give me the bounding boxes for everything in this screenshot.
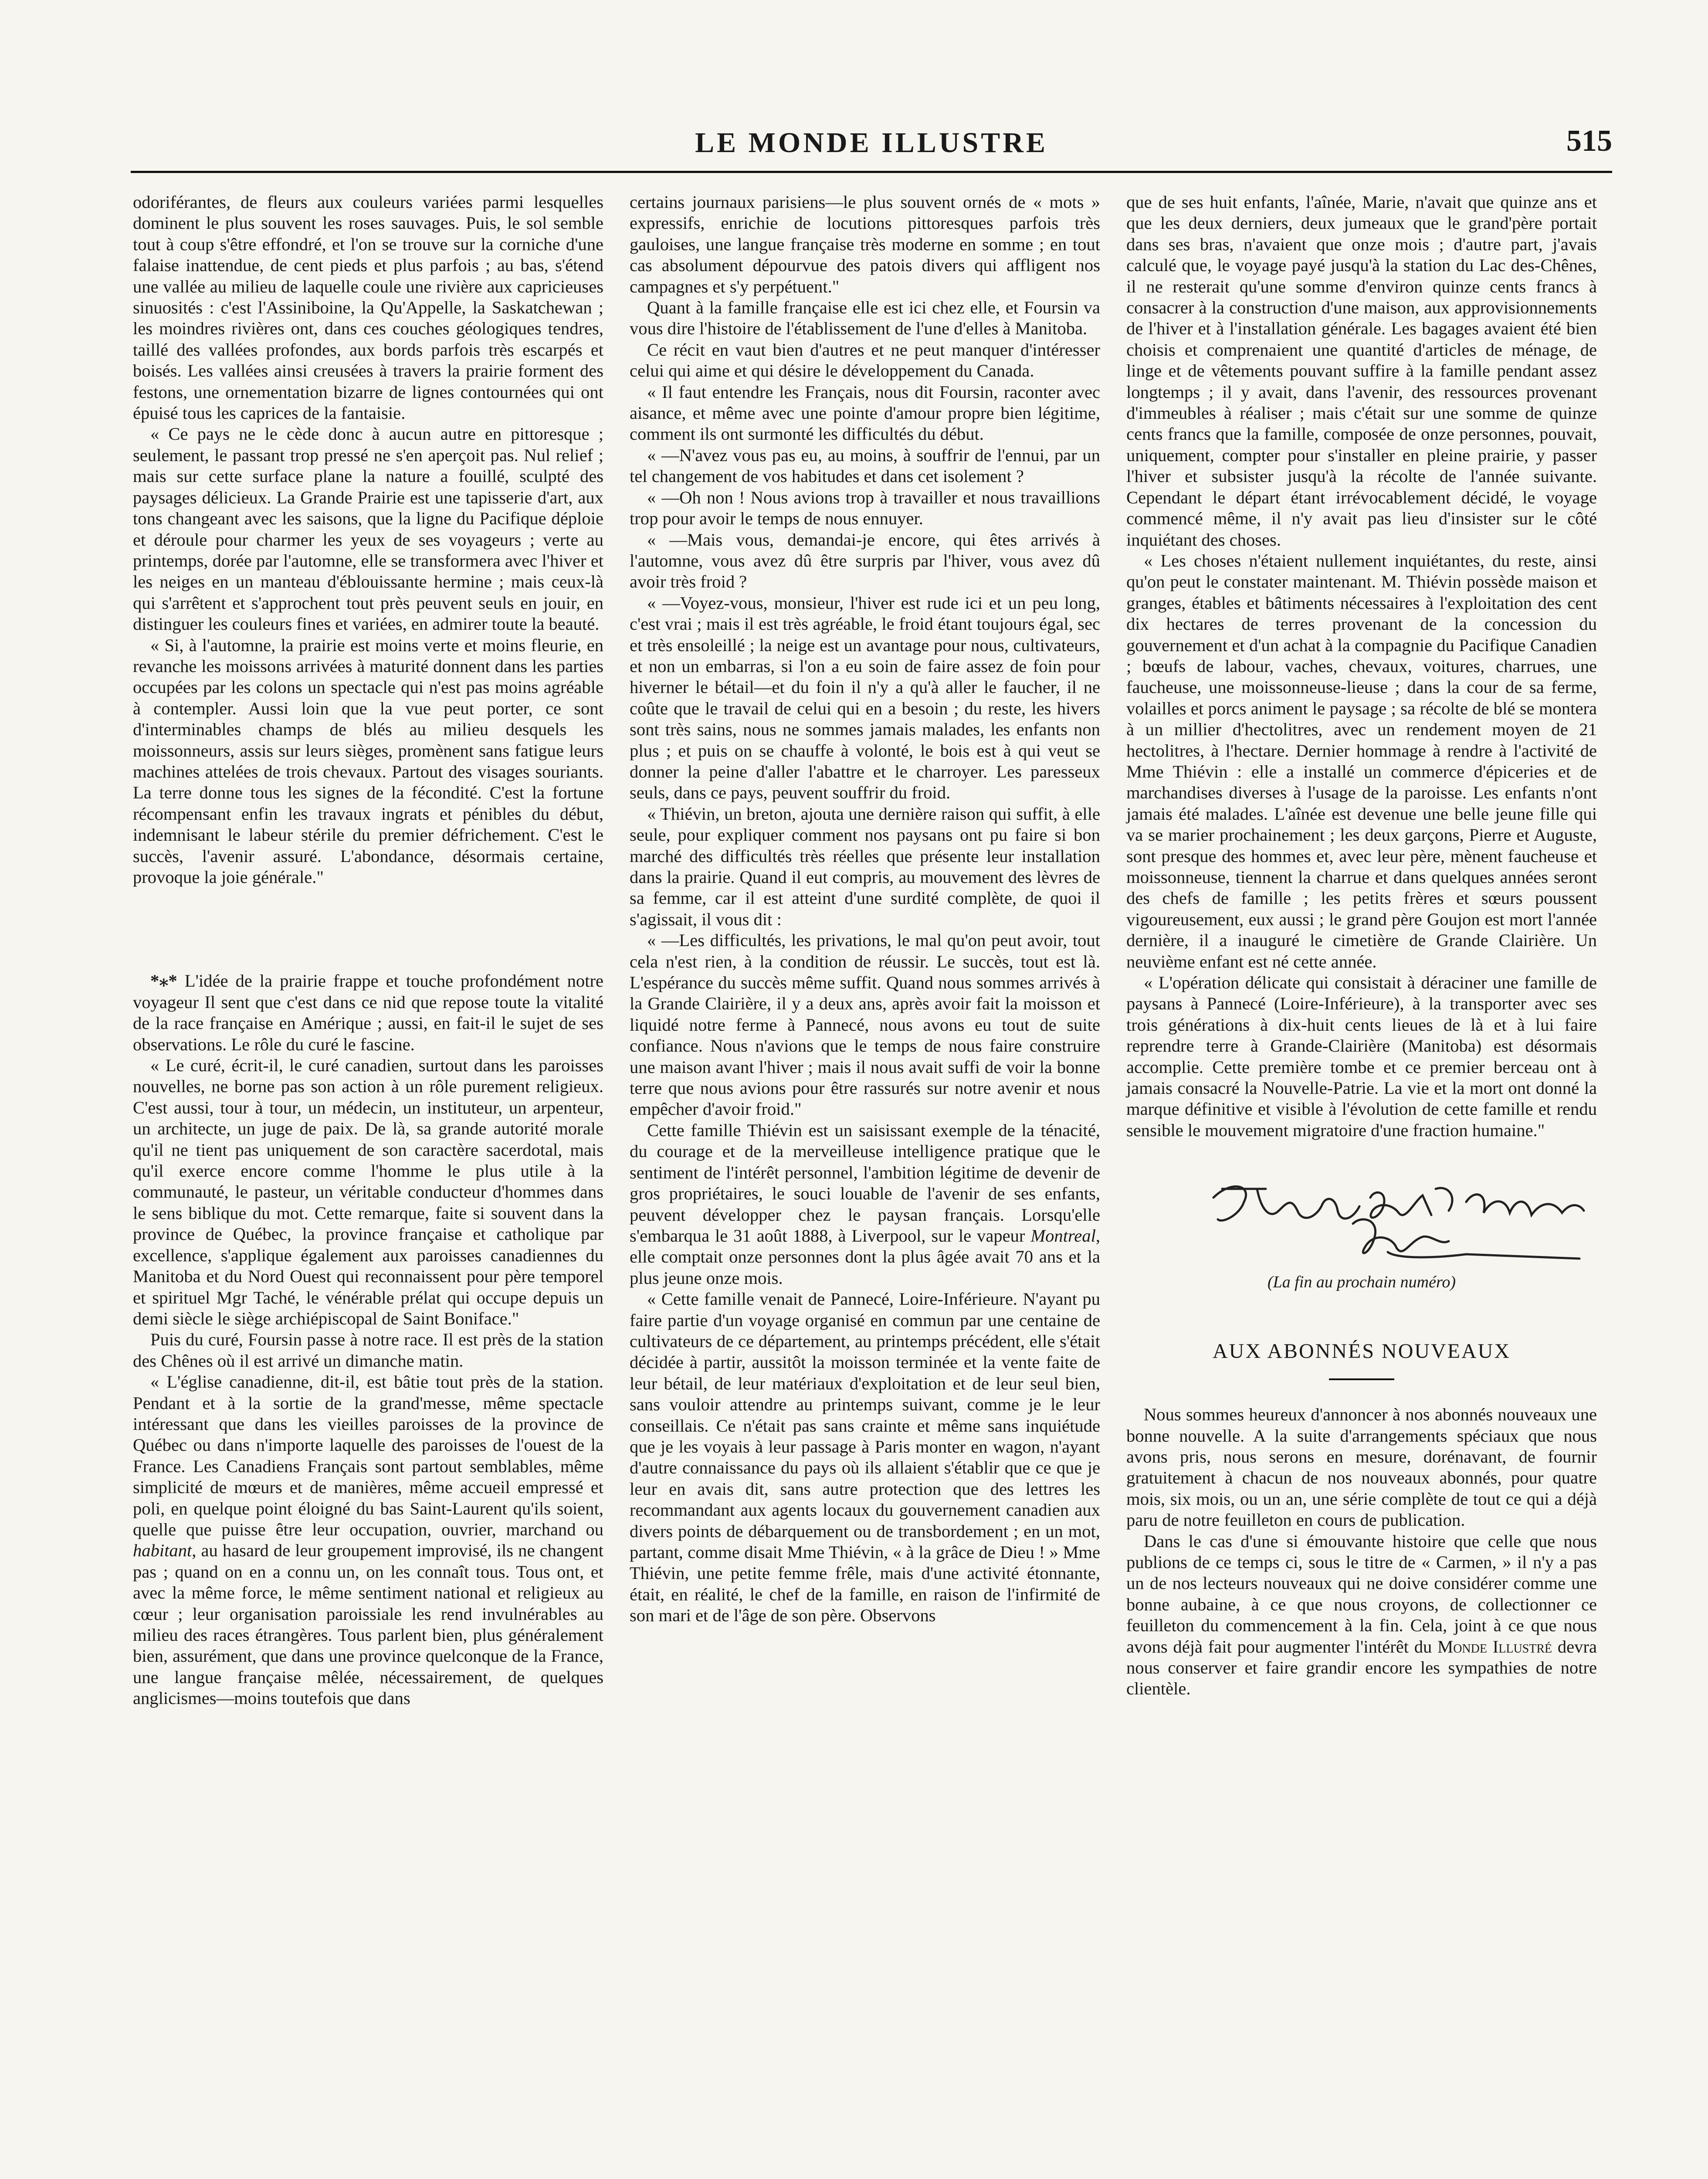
paragraph-text: « L'église canadienne, dit-il, est bâtie tout près de la station. Pendant et à la sortie de la grand'messe, même spectacle intéressant que dans les vieilles paroisses de la province de Québec ou dans n'importe laquelle des paroisses de l'ouest de la France. Les Canadiens Français sont partout semblables, même simplicité de mœurs et de manières, même accueil empressé et poli, en quelque point éloigné du bas Saint-Laurent qu'ils soient, quelle que puisse être leur occupation, ouvrier, marchand ou xyxy=(133,1372,603,1539)
paragraph: Puis du curé, Foursin passe à notre race. Il est près de la station des Chênes où il est arrivé un dimanche matin. xyxy=(133,1330,603,1371)
paragraph: « L'opération délicate qui consistait à déraciner une famille de paysans à Pannecé (Loire-Inférieure), à la transporter avec ses trois générations à dix-huit cents lieues de là et à lui faire reprendre terre à Grande-Clairière (Manitoba) est désormais accomplie. Cette première tombe et ce premier berceau ont à jamais consacré la Nouvelle-Patrie. La vie et la mort ont donné la marque définitive et visible à l'évolution de cette famille et rendu sensible le mouvement migratoire d'une fraction humaine." xyxy=(1126,973,1597,1140)
paragraph: « Il faut entendre les Français, nous dit Foursin, raconter avec aisance, et même avec une pointe d'amour propre bien légitime, comment ils ont surmonté les difficultés du début. xyxy=(630,382,1100,444)
paragraph: « —Mais vous, demandai-je encore, qui êtes arrivés à l'automne, vous avez dû être surpris par l'hiver, vous avez dû avoir très froid ? xyxy=(630,529,1100,592)
signature-image xyxy=(1205,1171,1597,1267)
paragraph: « Cette famille venait de Pannecé, Loire-Inférieure. N'ayant pu faire partie d'un voyage organisé en commun par une centaine de cultivateurs de ce département, au printemps précédent, elle s'était décidée à partir, aussitôt la moisson terminée et la vente faite de leur bétail, de leur matériaux d'exploitation et de leur seul bien, sans vouloir attendre au printemps suivant, comme je le leur conseillais. Ce n'était pas sans crainte et même sans inquiétude que je les voyais à leur passage à Paris monter en wagon, n'ayant d'autre connaissance du pays où ils allaient s'établir que ce que je leur en avais dit, sans autre protection que des lettres les recommandant aux agents locaux du gouvernement canadien aux divers points de débarquement ou de transbordement ; en un mot, partant, comme disait Mme Thiévin, « à la grâce de Dieu ! » Mme Thiévin, une petite femme frêle, mais d'une activité étonnante, était, en réalité, le chef de la famille, en raison de l'infirmité de son mari et de l'âge de son père. Observons xyxy=(630,1289,1100,1626)
column-1 xyxy=(133,192,603,1709)
paragraph-text: Cette famille Thiévin est un saisissant exemple de la ténacité, du courage et de la merveilleuse intelligence pratique que le sentiment de l'intérêt personnel, l'ambition légitime de devenir de gros propriétaires, le souci louable de l'avenir de ses enfants, peuvent développer chez le paysan français. Lorsqu'elle s'embarqua le 31 août 1888, à Liverpool, sur le vapeur xyxy=(630,1120,1100,1246)
column-3 xyxy=(1126,192,1597,1700)
section-rule xyxy=(1329,1378,1394,1380)
author-signature xyxy=(1126,1171,1597,1267)
paragraph-text: devra nous conserver et faire grandir encore les sympathies de notre clientèle. xyxy=(1126,1636,1597,1699)
italic-word: habitant xyxy=(133,1541,192,1561)
page-header xyxy=(131,122,1612,161)
paragraph: « Ce pays ne le cède donc à aucun autre en pittoresque ; seulement, le passant trop pressé ne s'en aperçoit pas. Nul relief ; mais sur cette surface plane la nature a fouillé, sculpté des paysages délicieux. La Grande Prairie est une tapisserie d'art, aux tons changeant avec les saisons, que la ligne du Pacifique déploie et déroule pour charmer les yeux de ses voyageurs ; verte au printemps, dorée par l'automne, elle se transformera avec l'hiver et les neiges en un manteau d'éblouissante hermine ; mais ceux-là qui s'arrêtent et s'approchent tout près peuvent seuls en jouir, en distinguer les couleurs fines et variées, en admirer toute la beauté. xyxy=(133,424,603,634)
continuation-note: (La fin au prochain numéro) xyxy=(1267,1273,1456,1292)
paragraph: certains journaux parisiens—le plus souvent ornés de « mots » expressifs, enrichie de locutions pittoresques parfois très gauloises, une langue française très moderne en somme ; en tout cas absolument dépourvue des patois divers qui affligent nos campagnes et s'y perpétuent." xyxy=(630,192,1100,296)
section-gap xyxy=(133,888,603,971)
page-number: 515 xyxy=(1566,124,1612,158)
paragraph-text: , au hasard de leur groupement improvisé, ils ne changent pas ; quand on en a connu un, on les connaît tous. Tous ont, et avec la même force, le même sentiment national et religieux au cœur ; leur organisation paroissiale les rend invulnérables au milieu des races étrangères. Tous parlent bien, plus généralement bien, assurément, que dans une province quelconque de la France, une langue française mêlée, nécessairement, de quelques anglicismes—moins toutefois que dans xyxy=(133,1541,603,1708)
column-2 xyxy=(630,192,1100,1626)
header-rule xyxy=(131,171,1612,173)
paragraph: « Thiévin, un breton, ajouta une dernière raison qui suffit, à elle seule, pour expliquer comment nos paysans ont pu faire si bon marché des difficultés très réelles que présente leur installation dans la prairie. Quand il eut compris, au mouvement des lèvres de sa femme, car il est atteint d'une surdité complète, de quoi il s'agissait, il vous dit : xyxy=(630,804,1100,929)
paragraph: « —N'avez vous pas eu, au moins, à souffrir de l'ennui, par un tel changement de vos habitudes et dans cet isolement ? xyxy=(630,445,1100,486)
paragraph: Quant à la famille française elle est ici chez elle, et Foursin va vous dire l'histoire de l'établissement de l'une d'elles à Manitoba. xyxy=(630,298,1100,339)
paragraph: « —Oh non ! Nous avions trop à travailler et nous travaillions trop pour avoir le temps de nous ennuyer. xyxy=(630,487,1100,529)
paragraph xyxy=(630,1120,1100,1289)
paragraph-text: Dans le cas d'une si émouvante histoire que celle que nous publions de ce temps ci, sous le titre de « Carmen, » il n'y a pas un de nos lecteurs nouveaux qui ne doive considérer comme une bonne aubaine, à ce que nous croyons, de collectionner ce feuilleton du commencement à la fin. Cela, joint à ce que nous avons déjà fait pour augmenter l'intérêt du xyxy=(1126,1531,1597,1656)
paragraph: « Si, à l'automne, la prairie est moins verte et moins fleurie, en revanche les moissons arrivées à maturité donnent dans les parties occupées par les colons un spectacle qui n'est pas moins agréable à contempler. Aussi loin que la vue peut porter, ce sont d'interminables champs de blés au milieu desquels les moissonneurs, assis sur leurs sièges, promènent sans fatigue leurs machines attelées de trois chevaux. Partout des visages souriants. La terre donne tous les signes de la fécondité. C'est la fortune récompensant enfin les travaux ingrats et pénibles du début, indemnisant le labeur stérile du premier défrichement. C'est le succès, l'avenir assuré. L'abondance, désormais certaine, provoque la joie générale." xyxy=(133,635,603,887)
masthead-title: LE MONDE ILLUSTRE xyxy=(695,127,1048,159)
paragraph: « —Les difficultés, les privations, le mal qu'on peut avoir, tout cela n'est rien, à la condition de réussir. Le succès, tout est là. L'espérance du succès même suffit. Quand nous sommes arrivés à la Grande Clairière, il y a deux ans, après avoir fait la moisson et liquidé notre ferme à Pannecé, nous avons eu tout de suite confiance. Nous n'avions que le temps de nous faire construire une maison avant l'hiver ; mais il nous avait suffi de voir la bonne terre que nous avions pour être rassurés sur notre avenir et nous empêcher d'avoir froid." xyxy=(630,930,1100,1119)
paragraph: « Le curé, écrit-il, le curé canadien, surtout dans les paroisses nouvelles, ne borne pas son action à un rôle purement religieux. C'est aussi, tour à tour, un médecin, un instituteur, un arpenteur, un architecte, un juge de paix. De là, sa grande autorité morale qu'il ne tient pas uniquement de son caractère sacerdotal, mais qu'il exerce encore comme l'homme le plus utile à la communauté, le pasteur, un véritable conducteur d'hommes dans le sens biblique du mot. Cette remarque, faite si souvent dans la province de Québec, la province française et catholique par excellence, s'applique également aux paroisses canadiennes du Manitoba et du Nord Ouest qui reconnaissent pour père temporel et spirituel Mgr Taché, le vénérable prélat qui occupe depuis un demi siècle le siège archiépiscopal de Saint Boniface." xyxy=(133,1056,603,1328)
ship-name: Montreal xyxy=(1030,1225,1096,1246)
journal-name: Monde Illustré xyxy=(1437,1636,1552,1656)
paragraph xyxy=(133,971,603,1055)
paragraph: Nous sommes heureux d'annoncer à nos abonnés nouveaux une bonne nouvelle. A la suite d'arrangements spéciaux que nous avons pris, nous serons en mesure, dorénavant, de fournir gratuitement à chacun de nos nouveaux abonnés, pour quatre mois, six mois, ou un an, une série complète de tout ce qui a déjà paru de notre feuilleton en cours de publication. xyxy=(1126,1405,1597,1530)
paragraph-text: , elle comptait onze personnes dont la plus âgée avait 70 ans et la plus jeune onze mois. xyxy=(630,1225,1100,1288)
paragraph: « Les choses n'étaient nullement inquiétantes, du reste, ainsi qu'on peut le constater maintenant. M. Thiévin possède maison et granges, étables et bâtiments nécessaires à l'exploitation des cent dix hectares de terres provenant de la concession du gouvernement et d'un achat à la compagnie du Pacifique Canadien ; bœufs de labour, vaches, chevaux, voitures, charrues, une faucheuse, une moissonneuse-lieuse ; dans la cour de sa ferme, volailles et porcs animent le paysage ; sa récolte de blé se montera à un millier d'hectolitres, avec un rendement moyen de 21 hectolitres, à l'hectare. Dernier hommage à rendre à l'activité de Mme Thiévin : elle a installé un commerce d'épiceries et de marchandises diverses à l'usage de la paroisse. Les enfants n'ont jamais été malades. L'aînée est devenue une belle jeune fille qui va se marier prochainement ; les deux garçons, Pierre et Auguste, sont presque des hommes et, avec leur père, mènent faucheuse et moissonneuse, tiennent la charrue et dans quelques années seront des chefs de famille ; les petits frères et sœurs poussent vigoureusement, eux aussi ; le grand père Goujon est mort l'année dernière, il a inauguré le cimetière de Grande Clairière. Un neuvième enfant est né cette année. xyxy=(1126,550,1597,971)
paragraph xyxy=(1126,1531,1597,1700)
paragraph: odoriférantes, de fleurs aux couleurs variées parmi lesquelles dominent le plus souvent les roses sauvages. Puis, le sol semble tout à coup s'être effondré, et l'on se trouve sur la corniche d'une falaise inattendue, de cent pieds et plus parfois ; au bas, s'étend une vallée au milieu de laquelle coule une rivière aux capricieuses sinuosités : c'est l'Assiniboine, la Qu'Appelle, la Saskatchewan ; les moindres rivières ont, dans ces couches géologiques tendres, taillé des vallées profondes, aux bords parfois très escarpés et boisés. Les vallées ainsi creusées à travers la prairie forment des festons, une ornementation bizarre de lignes contournées qui ont épuisé tous les caprices de la fantaisie. xyxy=(133,192,603,423)
paragraph-text: L'idée de la prairie frappe et touche profondément notre voyageur Il sent que c'est dans ce nid que repose toute la vitalité de la race française en Amérique ; aussi, en fait-il le sujet de ses observations. Le rôle du curé le fascine. xyxy=(133,971,603,1054)
asterism: *⁎* xyxy=(150,971,177,991)
paragraph xyxy=(133,1371,603,1709)
paragraph: Ce récit en vaut bien d'autres et ne peut manquer d'intéresser celui qui aime et qui désire le développement du Canada. xyxy=(630,339,1100,381)
paragraph: que de ses huit enfants, l'aînée, Marie, n'avait que quinze ans et que les deux derniers, deux jumeaux que le grand'père portait dans ses bras, n'avaient que onze mois ; d'autre part, j'avais calculé que, le voyage payé jusqu'à la station du Lac des-Chênes, il ne resterait qu'une somme d'environ quinze cents francs à consacrer à la construction d'une maison, aux approvisionnements de l'hiver et à l'installation générale. Les bagages avaient été bien choisis et comprenaient une quantité d'articles de ménage, de linge et de vêtements pouvant suffire à la famille pendant assez longtemps ; il y avait, dans l'avenir, des ressources provenant d'immeubles à réaliser ; mais c'était sur une somme de quinze cents francs que la famille, composée de onze personnes, pouvait, uniquement, compter pour s'installer en pleine prairie, y passer l'hiver et subsister jusqu'à la récolte de l'année suivante. Cependant le départ étant irrévocablement décidé, le voyage commencé même, il n'y avait pas lieu d'insister sur le côté inquiétant des choses. xyxy=(1126,192,1597,550)
section-title: AUX ABONNÉS NOUVEAUX xyxy=(1213,1339,1511,1363)
paragraph: « —Voyez-vous, monsieur, l'hiver est rude ici et un peu long, c'est vrai ; mais il est très agréable, le froid étant toujours égal, sec et très ensoleillé ; la neige est un avantage pour nous, cultivateurs, et non un embarras, si l'on a eu soin de faire assez de foin pour hiverner le bétail—et du foin il n'y a qu'à aller le faucher, il ne coûte que le travail de celui qui en a besoin ; du reste, les hivers sont très sains, nous ne sommes jamais malades, les enfants non plus ; et puis on se chauffe à volonté, le bois est à qui veut se donner la peine d'aller l'abattre et le charroyer. Les paresseux seuls, dans ce pays, peuvent souffrir du froid. xyxy=(630,593,1100,803)
